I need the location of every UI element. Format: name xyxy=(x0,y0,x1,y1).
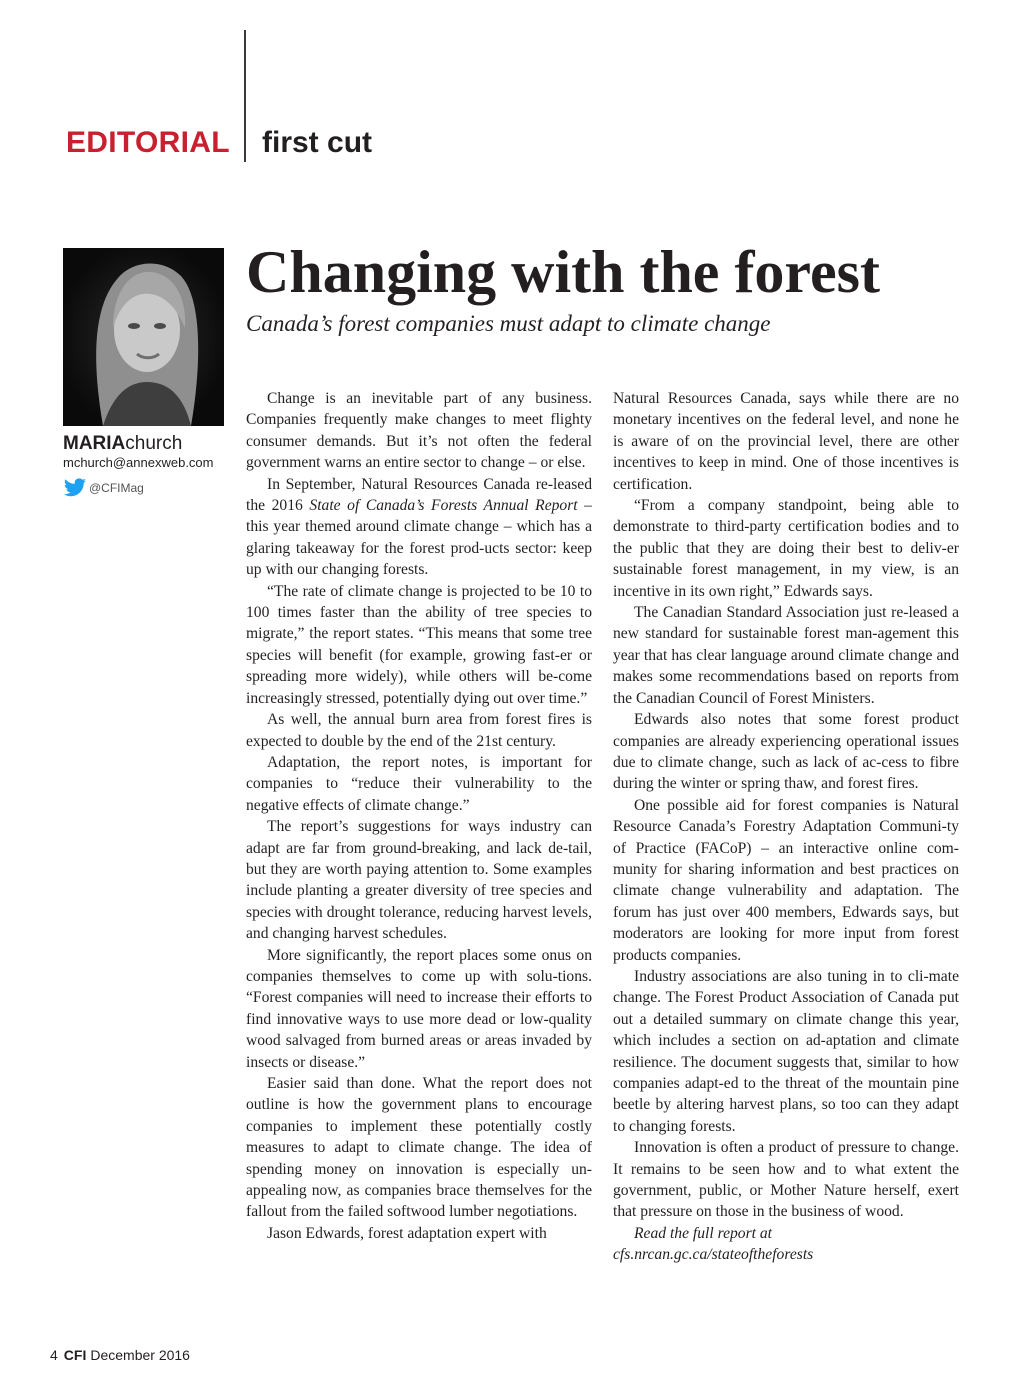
body-paragraph: As well, the annual burn area from forest fires is expected to double by the end of the 21st century. xyxy=(246,711,592,750)
article-column-right xyxy=(613,388,959,1266)
page-footer xyxy=(50,1347,190,1363)
body-paragraph: Natural Resources Canada, says while there are no monetary incentives on the federal level, and none he is aware of on the provincial level, there are other incentives to keep in mind. One of those incentives is certification. xyxy=(613,390,959,493)
body-paragraph: Easier said than done. What the report does not outline is how the government plans to encourage companies to implement these potentially costly measures to adapt to climate change. The idea of spending money on innovation is especially un-appealing now, as companies brace themselves for the fallout from the failed softwood lumber negotiations. xyxy=(246,1075,592,1221)
author-twitter[interactable] xyxy=(63,478,144,498)
section-label: EDITORIAL xyxy=(66,126,230,159)
body-paragraph: The report’s suggestions for ways industry can adapt are far from ground-breaking, and lack de-tail, but they are worth paying attention to. Some examples include planting a greater diversity of tree species and species with drought tolerance, reducing harvest levels, and changing harvest schedules. xyxy=(246,818,592,943)
page-number: 4 xyxy=(50,1347,58,1363)
author-first-name: MARIA xyxy=(63,433,126,454)
author-photo xyxy=(63,248,224,426)
author-email[interactable]: mchurch@annexweb.com xyxy=(63,455,214,470)
article-column-left xyxy=(246,388,592,1244)
publication-name: CFI xyxy=(63,1347,87,1363)
report-link[interactable]: Read the full report at cfs.nrcan.gc.ca/stateoftheforests xyxy=(613,1224,814,1264)
issue-date: December 2016 xyxy=(90,1347,190,1363)
article-subtitle: Canada’s forest companies must adapt to climate change xyxy=(246,311,771,336)
body-paragraph: Adaptation, the report notes, is important for companies to “reduce their vulnerability to the negative effects of climate change.” xyxy=(246,753,592,814)
author-last-name: church xyxy=(125,433,183,454)
body-paragraph: One possible aid for forest companies is Natural Resource Canada’s Forestry Adaptation Communi-ty of Practice (FACoP) – an interactive online com-munity for sharing information and best practices on climate change vulnerability and adaptation. The forum has just over 400 members, Edwards says, but moderators are looking for more input from forest products companies. xyxy=(613,796,959,964)
body-paragraph: Change is an inevitable part of any business. Companies frequently make changes to meet flighty consumer demands. But it’s not often the federal government warns an entire sector to change – or else. xyxy=(246,390,592,472)
body-paragraph: The Canadian Standard Association just re-leased a new standard for sustainable forest man-agement this year that has clear language around climate change and makes some recommendations based on reports from the Canadian Council of Forest Ministers. xyxy=(613,604,959,707)
body-paragraph: Industry associations are also tuning in to cli-mate change. The Forest Product Association of Canada put out a detailed summary on climate change this year, which includes a section on ad-aptation and climate resilience. The document suggests that, similar to how companies adapt-ed to the threat of the mountain pine beetle by altering harvest plans, so too can they adapt to changing forests. xyxy=(613,967,959,1135)
section-sublabel: first cut xyxy=(262,126,373,159)
body-paragraph: Edwards also notes that some forest product companies are already experiencing operational issues due to climate change, such as lack of ac-cess to fibre during the winter or spring thaw, and forest fires. xyxy=(613,711,959,793)
twitter-handle: @CFIMag xyxy=(89,481,144,495)
body-paragraph: Jason Edwards, forest adaptation expert with xyxy=(267,1224,547,1242)
header-divider xyxy=(244,30,246,162)
body-paragraph: More significantly, the report places some onus on companies themselves to come up with solu-tions. “Forest companies will need to increase their efforts to find innovative ways to use more dead or low-quality wood salvaged from burned areas or areas invaded by insects or disease.” xyxy=(246,946,592,1071)
twitter-bird-icon xyxy=(63,478,87,498)
body-paragraph: “From a company standpoint, being able to demonstrate to third-party certification bodies and to the public that they are doing their best to deliv-er sustainable forest management, in my view, is an incentive in its own right,” Edwards says. xyxy=(613,497,959,600)
body-paragraph: “The rate of climate change is projected to be 10 to 100 times faster than the ability of tree species to migrate,” the report states. “This means that some tree species will benefit (for example, growing fast-er or spreading more widely), while others will be-come increasingly stressed, potentially dying out over time.” xyxy=(246,582,592,707)
author-name xyxy=(63,432,182,456)
article-title: Changing with the forest xyxy=(246,239,880,305)
body-paragraph: In September, Natural Resources Canada re-leased the 2016 State of Canada’s Forests Annual Report – this year themed around climate change – which has a glaring takeaway for the forest prod-ucts sector: keep up with our changing forests. xyxy=(246,475,592,579)
body-paragraph: Innovation is often a product of pressure to change. It remains to be seen how and to what extent the government, public, or Mother Nature herself, exert that pressure on those in the business of wood. xyxy=(613,1139,959,1221)
